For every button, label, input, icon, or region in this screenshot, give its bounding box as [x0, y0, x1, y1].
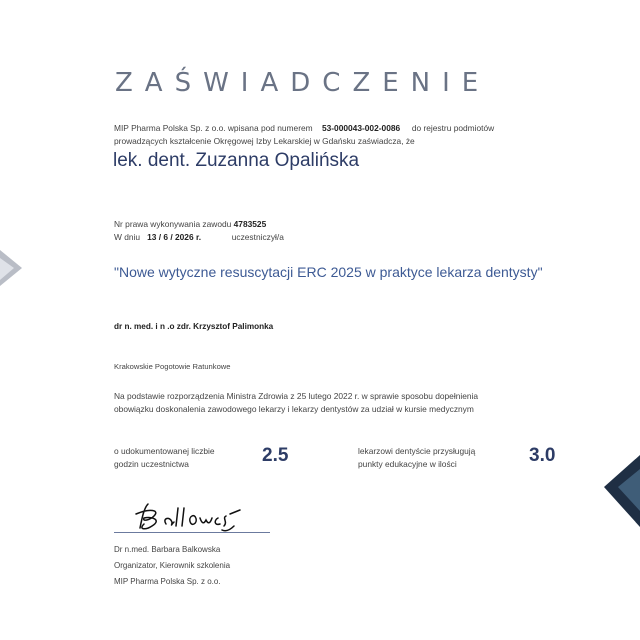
license-number: 4783525	[233, 219, 267, 229]
date-value: 13 / 6 / 2026 r.	[147, 231, 202, 242]
hours-label-line-2: godzin uczestnictwa	[114, 458, 189, 469]
signer-block	[114, 542, 230, 590]
points-label-line-1: lekarzowi dentyście przysługują	[358, 446, 476, 456]
certificate-title: ZAŚWIADCZENIE	[115, 68, 491, 98]
signer-company: MIP Pharma Polska Sp. z o.o.	[114, 577, 221, 586]
intro-line-1	[114, 122, 594, 135]
course-title: "Nowe wytyczne resuscytacji ERC 2025 w praktyce lekarza dentysty"	[114, 264, 543, 280]
hours-label-line-1: o udokumentowanej liczbie	[114, 446, 215, 456]
intro-line-1-b: do rejestru podmiotów	[411, 123, 495, 133]
lecturer-name: dr n. med. i n .o zdr. Krzysztof Palimonka	[114, 322, 274, 331]
signer-role: Organizator, Kierownik szkolenia	[114, 561, 231, 570]
points-value: 3.0	[529, 445, 556, 466]
date-label: W dniu	[114, 231, 141, 242]
points-label-line-2: punkty edukacyjne w ilości	[358, 458, 457, 469]
license-line	[114, 218, 284, 231]
recipient-name: lek. dent. Zuzanna Opalińska	[113, 150, 360, 171]
intro-text	[114, 122, 594, 147]
regulation-line-2: obowiązku doskonalenia zawodowego lekarzy i lekarzy dentystów za udział w kursie medycznym	[114, 403, 474, 414]
signature-image	[130, 500, 270, 539]
intro-line-1-a: MIP Pharma Polska Sp. z o.o. wpisana pod numerem	[114, 123, 313, 133]
license-label: Nr prawa wykonywania zawodu	[114, 219, 232, 229]
hours-label	[114, 445, 215, 470]
intro-line-2: prowadzących kształcenie Okręgowej Izby Lekarskiej w Gdańsku zaświadcza, że	[114, 135, 415, 146]
hours-value: 2.5	[262, 445, 289, 466]
regulation-line-1: Na podstawie rozporządzenia Ministra Zdrowia z 25 lutego 2022 r. w sprawie sposobu dopełnienia	[114, 391, 479, 401]
right-decorative-shape	[604, 455, 640, 532]
license-block	[114, 218, 284, 243]
points-label	[358, 445, 475, 470]
date-line	[114, 231, 284, 244]
registry-number: 53-000043-002-0086	[321, 123, 401, 133]
left-decorative-shape	[0, 250, 22, 295]
participation-text: uczestniczył/a	[231, 231, 284, 242]
organization-name: Krakowskie Pogotowie Ratunkowe	[114, 362, 231, 371]
regulation-text	[114, 390, 594, 415]
signature-line	[114, 532, 270, 533]
signer-name: Dr n.med. Barbara Balkowska	[114, 545, 221, 554]
